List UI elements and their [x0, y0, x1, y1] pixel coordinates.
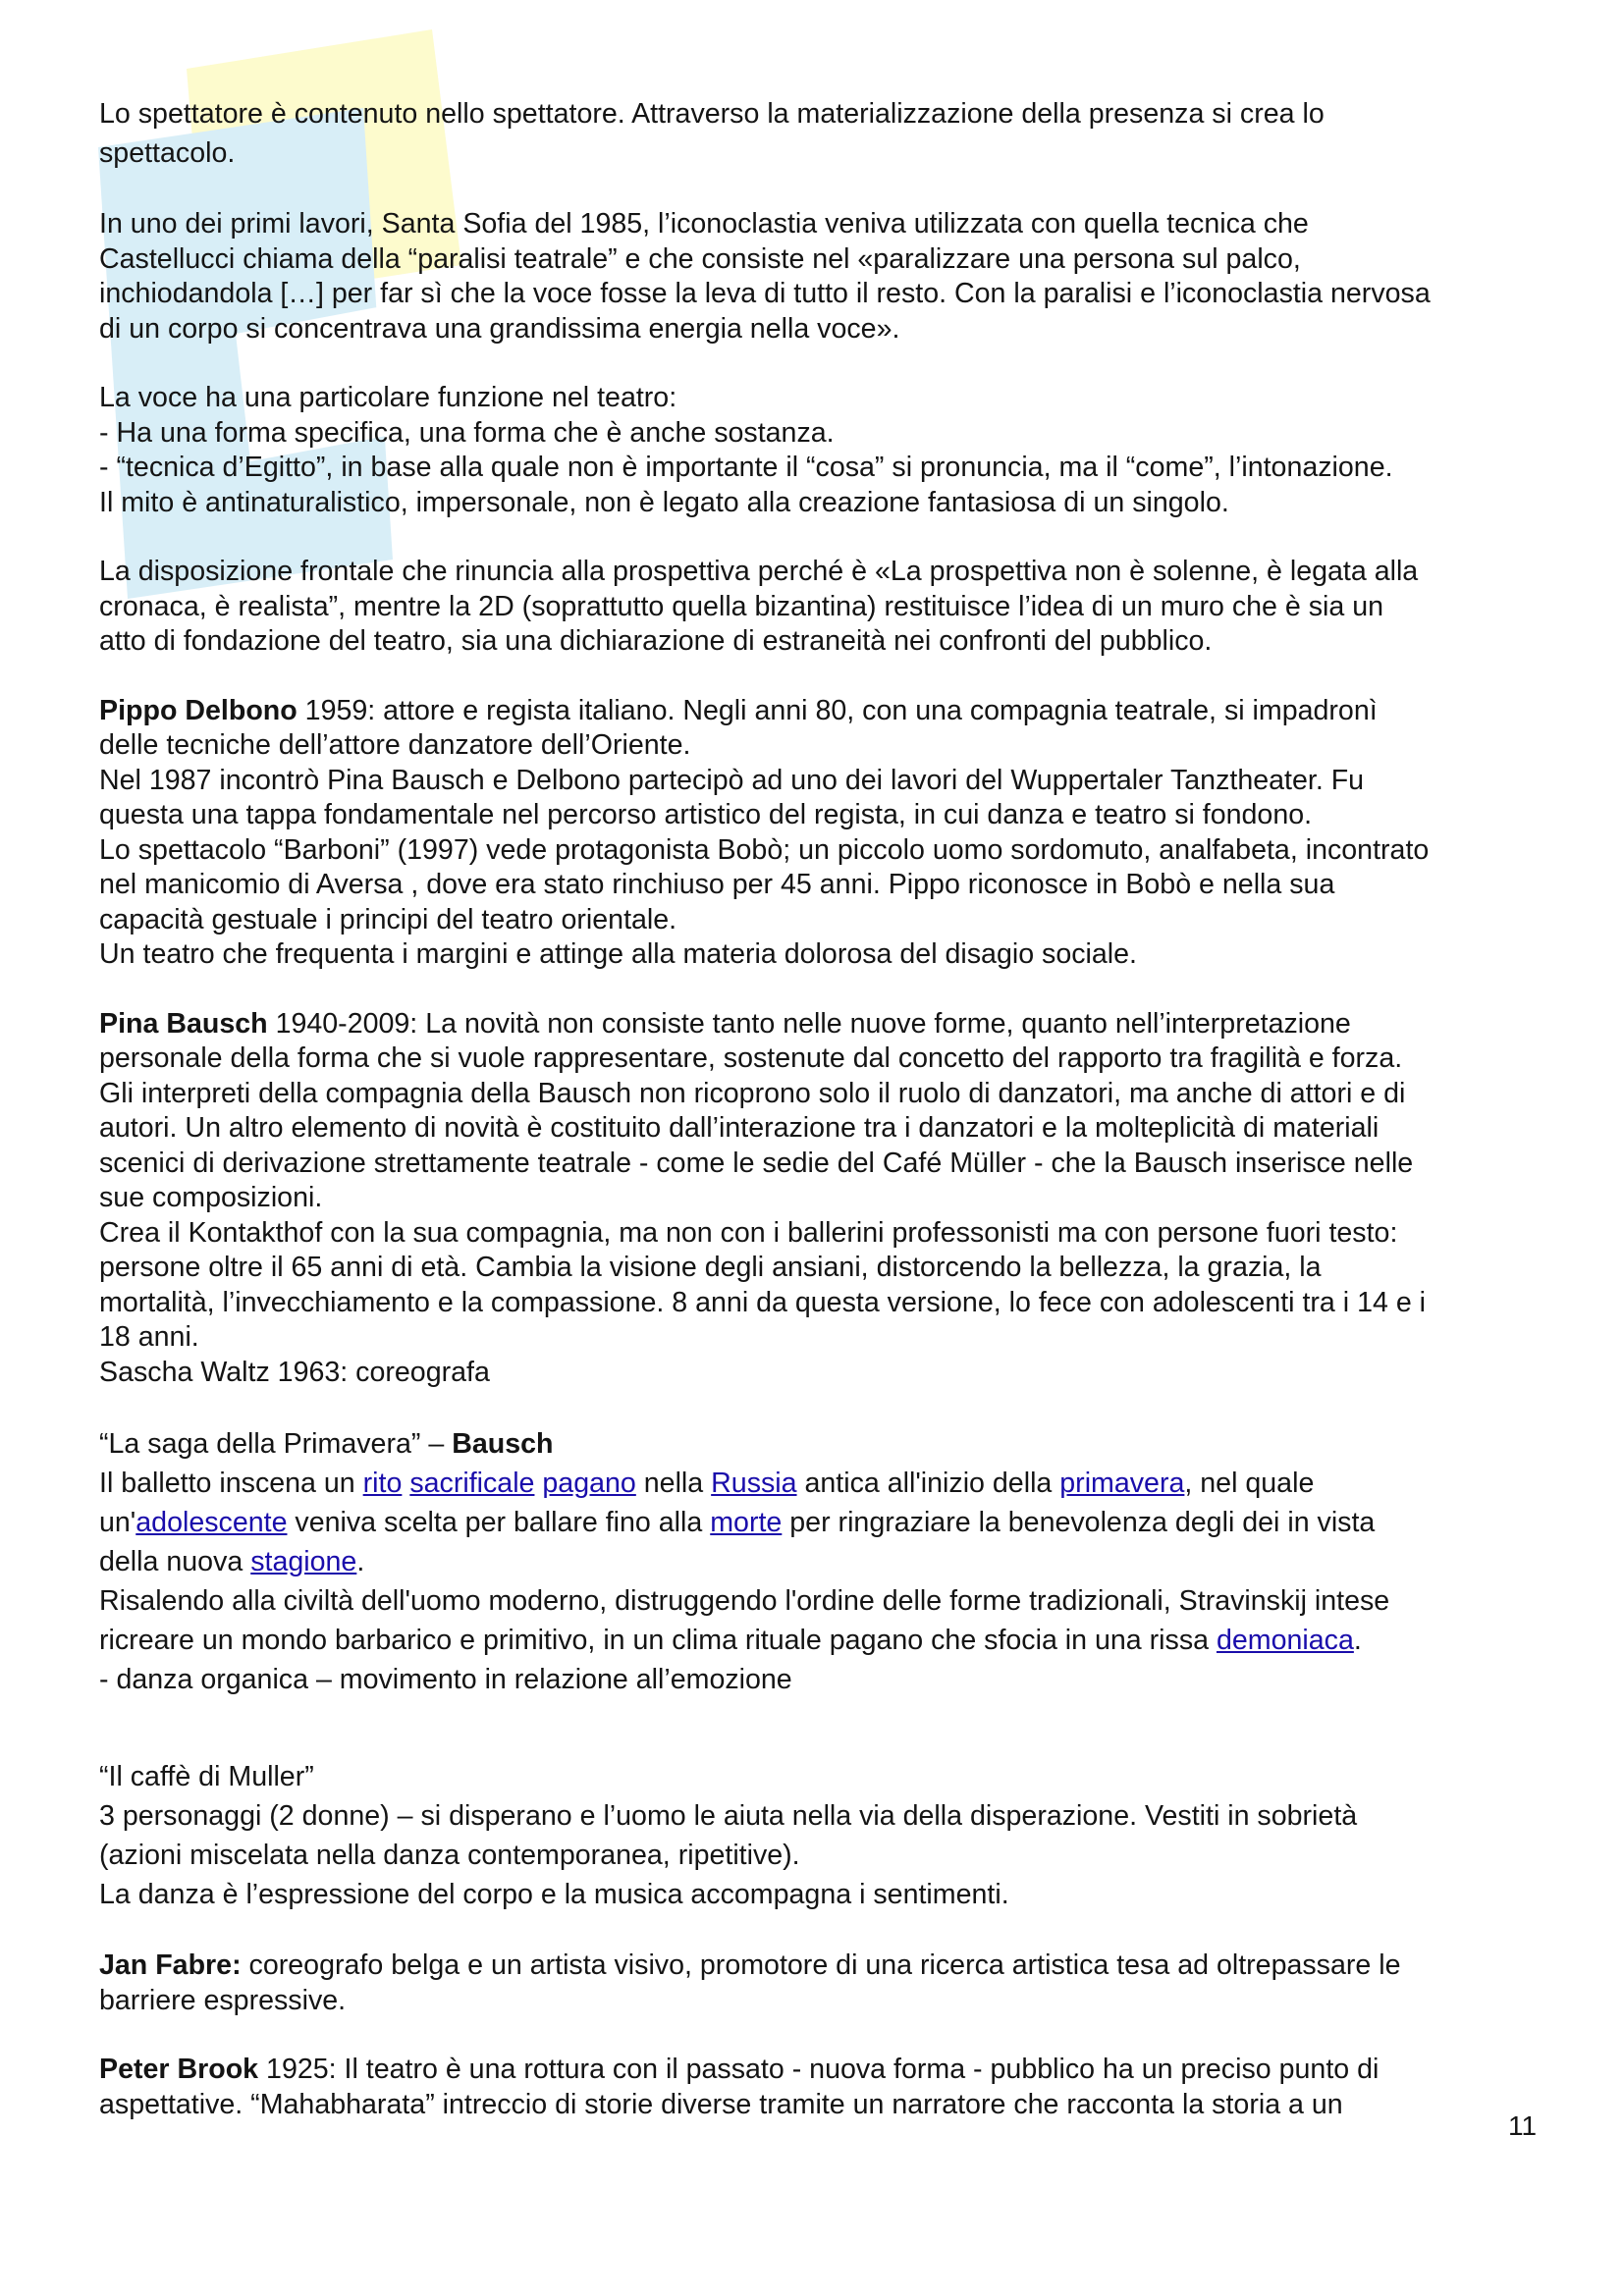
paragraph-fabre [99, 1949, 1542, 2018]
text-line: - “tecnica d’Egitto”, in base alla quale non è importante il “cosa” si pronuncia, ma il “come”, l’intonazione. [99, 452, 1393, 483]
section-title: “Il caffè di Muller” [99, 1761, 314, 1792]
link-stagione[interactable]: stagione [250, 1546, 357, 1577]
paragraph-voce [99, 381, 1542, 520]
link-pagano[interactable]: pagano [542, 1468, 636, 1499]
text-line: barriere espressive. [99, 1984, 347, 2016]
text-line: (azioni miscelata nella danza contemporanea, ripetitive). [99, 1840, 800, 1871]
text-line: La voce ha una particolare funzione nel teatro: [99, 382, 677, 413]
link-primavera[interactable]: primavera [1059, 1468, 1185, 1499]
link-adolescente[interactable]: adolescente [135, 1507, 288, 1538]
text-fragment: un' [99, 1507, 136, 1538]
text-line: 18 anni. [99, 1321, 199, 1353]
text-line [99, 1621, 1542, 1660]
text-line: capacità gestuale i principi del teatro orientale. [99, 903, 677, 935]
text-fragment: Il balletto inscena un [99, 1468, 363, 1499]
text-line: delle tecniche dell’attore danzatore dell’Oriente. [99, 729, 691, 761]
text-line: Nel 1987 incontrò Pina Bausch e Delbono partecipò ad uno dei lavori del Wuppertaler Tanztheater. Fu [99, 764, 1365, 796]
paragraph-prospettiva [99, 555, 1542, 660]
text-line: 3 personaggi (2 donne) – si disperano e l’uomo le aiuta nella via della disperazione. Vestiti in sobrietà [99, 1800, 1358, 1832]
text-line [99, 1464, 1542, 1503]
link-sacrificale[interactable]: sacrificale [409, 1468, 535, 1499]
text-line [99, 1949, 1542, 1984]
text-line: questa una tappa fondamentale nel percorso artistico del regista, in cui danza e teatro si fondono. [99, 799, 1313, 830]
text-line: Crea il Kontakthof con la sua compagnia, ma non con i ballerini professonisti ma con persone fuori testo: [99, 1216, 1398, 1249]
text-fragment: 1925: Il teatro è una rottura con il passato - nuova forma - pubblico ha un preciso punto di [258, 2054, 1380, 2085]
paragraph-delbono [99, 694, 1542, 973]
paragraph-santa-sofia [99, 207, 1542, 347]
text-line [99, 1007, 1542, 1042]
name-bausch-bold: Bausch [452, 1428, 554, 1460]
name-brook: Peter Brook [99, 2054, 259, 2085]
text-line: inchiodandola […] per far sì che la voce fosse la leva di tutto il resto. Con la paralisi e l’iconoclastia nervosa [99, 278, 1431, 309]
text-line [99, 1503, 1542, 1542]
text-line: spettacolo. [99, 137, 236, 169]
text-fragment: . [1353, 1625, 1362, 1656]
paragraph-bausch [99, 1007, 1542, 1391]
name-bausch: Pina Bausch [99, 1007, 268, 1040]
text-line: Un teatro che frequenta i margini e attinge alla materia dolorosa del disagio sociale. [99, 938, 1137, 970]
text-fragment: coreografo belga e un artista visivo, promotore di una ricerca artistica tesa ad oltrepassare le [241, 1949, 1401, 1981]
text-line: Lo spettacolo “Barboni” (1997) vede protagonista Bobò; un piccolo uomo sordomuto, analfabeta, incontrato [99, 833, 1430, 866]
paragraph-saga-primavera [99, 1424, 1542, 1699]
text-fragment: per ringraziare la benevolenza degli dei in vista [782, 1507, 1376, 1538]
text-line: Sascha Waltz 1963: coreografa [99, 1356, 490, 1388]
link-demoniaca[interactable]: demoniaca [1216, 1625, 1354, 1656]
text-line: di un corpo si concentrava una grandissima energia nella voce». [99, 312, 900, 345]
text-line: sue composizioni. [99, 1182, 323, 1213]
text-line: persone oltre il 65 anni di età. Cambia la visione degli ansiani, distorcendo la bellezza, la grazia, la [99, 1252, 1322, 1283]
text-fragment: “La saga della Primavera” – [99, 1428, 453, 1460]
text-line: autori. Un altro elemento di novità è costituito dall’interazione tra i danzatori e la molteplicità di materiali [99, 1112, 1380, 1144]
section-title [99, 1424, 1542, 1464]
text-line: aspettative. “Mahabharata” intreccio di storie diverse tramite un narratore che racconta la storia a un [99, 2088, 1343, 2120]
document-body [99, 94, 1542, 2157]
text-fragment: antica all'inizio della [796, 1468, 1060, 1499]
link-morte[interactable]: morte [710, 1507, 783, 1538]
text-line: - Ha una forma specifica, una forma che è anche sostanza. [99, 416, 835, 449]
text-fragment: della nuova [99, 1546, 251, 1577]
paragraph-brook [99, 2053, 1542, 2122]
spacer [99, 1734, 1542, 1757]
text-fragment: . [356, 1546, 365, 1577]
text-line: Il mito è antinaturalistico, impersonale, non è legato alla creazione fantasiosa di un singolo. [99, 486, 1229, 518]
text-line: In uno dei primi lavori, Santa Sofia del 1985, l’iconoclastia veniva utilizzata con quella tecnica che [99, 208, 1309, 240]
link-russia[interactable]: Russia [711, 1468, 797, 1499]
text-line: La danza è l’espressione del corpo e la musica accompagna i sentimenti. [99, 1879, 1009, 1910]
link-rito[interactable]: rito [362, 1468, 403, 1499]
text-line: Gli interpreti della compagnia della Bausch non ricoprono solo il ruolo di danzatori, ma anche di attori e di [99, 1077, 1406, 1109]
text-line: personale della forma che si vuole rappresentare, sostenute dal concetto del rapporto tra fragilità e forza. [99, 1042, 1403, 1074]
text-line: La disposizione frontale che rinuncia alla prospettiva perché è «La prospettiva non è solenne, è legata alla [99, 556, 1419, 587]
text-fragment: veniva scelta per ballare fino alla [287, 1507, 711, 1538]
text-line: mortalità, l’invecchiamento e la compassione. 8 anni da questa versione, lo fece con adolescenti tra i 14 e i [99, 1286, 1427, 1318]
text-fragment: 1959: attore e regista italiano. Negli anni 80, con una compagnia teatrale, si impadronì [297, 694, 1378, 726]
text-line [99, 2053, 1542, 2088]
text-line: - danza organica – movimento in relazione all’emozione [99, 1664, 792, 1695]
paragraph-spettatore [99, 94, 1542, 173]
text-line: Lo spettatore è contenuto nello spettatore. Attraverso la materializzazione della presenza si crea lo [99, 98, 1325, 130]
text-line: Risalendo alla civiltà dell'uomo moderno, distruggendo l'ordine delle forme tradizionali, Stravinskij intese [99, 1585, 1390, 1617]
text-line: cronaca, è realista”, mentre la 2D (soprattutto quella bizantina) restituisce l’idea di un muro che è sia un [99, 590, 1384, 622]
text-line [99, 1542, 1542, 1581]
text-line [99, 694, 1542, 729]
page-number: 11 [1508, 2110, 1538, 2141]
text-line: Castellucci chiama della “paralisi teatrale” e che consiste nel «paralizzare una persona sul palco, [99, 242, 1301, 275]
text-line: nel manicomio di Aversa , dove era stato rinchiuso per 45 anni. Pippo riconosce in Bobò e nella sua [99, 869, 1335, 900]
text-fragment: , nel quale [1184, 1468, 1315, 1499]
text-fragment: nella [635, 1468, 712, 1499]
text-fragment: 1940-2009: La novità non consiste tanto nelle nuove forme, quanto nell’interpretazione [267, 1007, 1351, 1040]
text-line: scenici di derivazione strettamente teatrale - come le sedie del Café Müller - che la Bausch inserisce nelle [99, 1147, 1414, 1179]
name-fabre: Jan Fabre: [99, 1949, 242, 1981]
name-delbono: Pippo Delbono [99, 694, 298, 726]
paragraph-caffe-muller [99, 1757, 1542, 1914]
text-fragment: ricreare un mondo barbarico e primitivo, in un clima rituale pagano che sfocia in una rissa [99, 1625, 1217, 1656]
text-line: atto di fondazione del teatro, sia una dichiarazione di estraneità nei confronti del pubblico. [99, 625, 1213, 657]
